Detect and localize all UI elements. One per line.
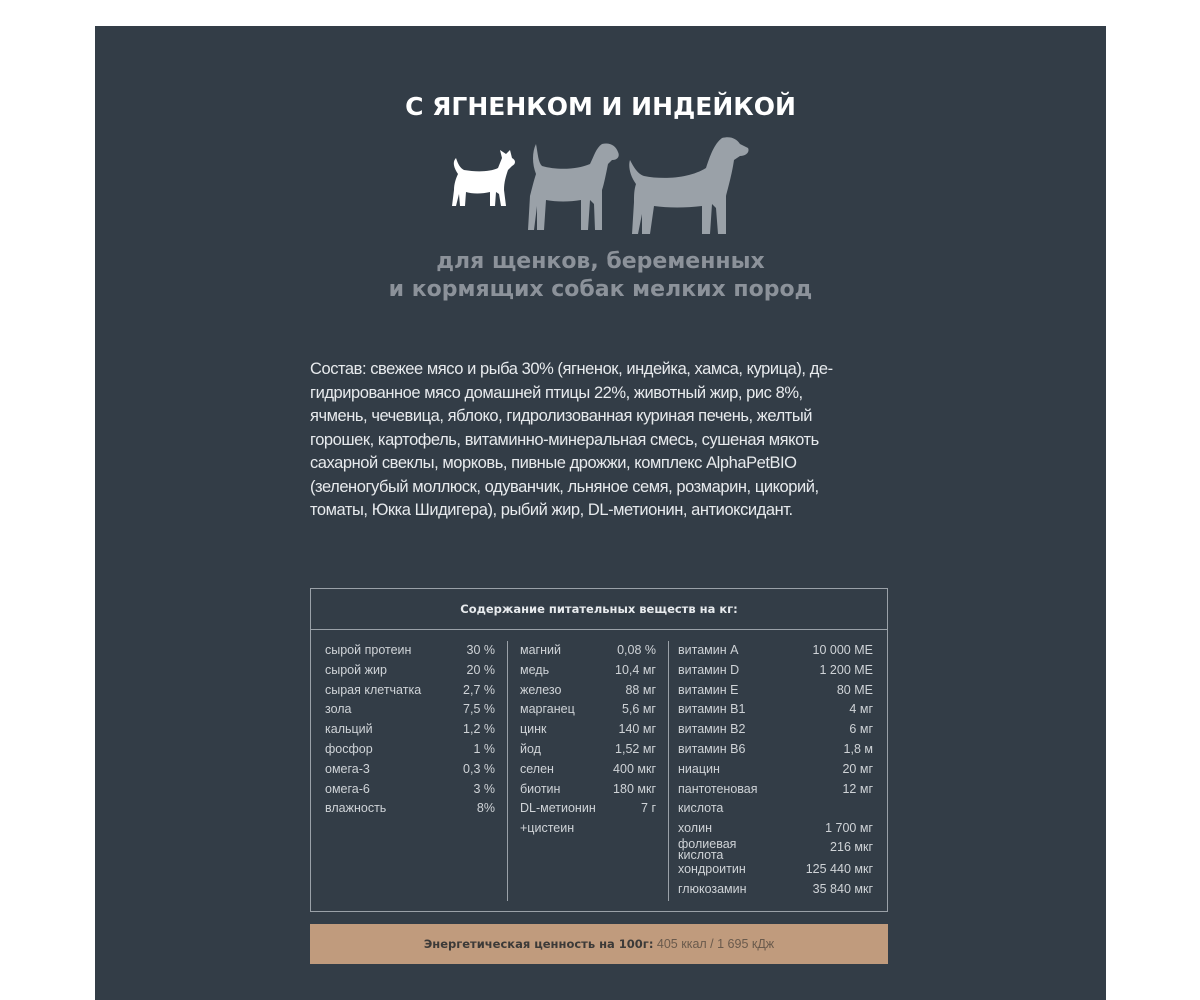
- nutrient-name: омега-6: [325, 781, 370, 796]
- nutrient-row: [520, 799, 656, 838]
- nutrient-name: фолиевая кислота: [678, 837, 737, 863]
- nutrient-name: витамин B6: [678, 741, 746, 756]
- nutrient-name: хондроитин: [678, 862, 746, 877]
- nutrient-name: влажность: [325, 801, 387, 816]
- nutrient-name: селен: [520, 761, 554, 776]
- nutrient-value: 1 700 мг: [825, 820, 873, 835]
- nutrient-value: 0,08 %: [617, 643, 656, 657]
- nutrient-value: 7 г: [641, 801, 656, 816]
- subtitle-line: для щенков, беременных: [436, 249, 765, 274]
- nutrient-row: [325, 740, 495, 760]
- nutrient-row: [678, 661, 873, 681]
- nutrient-row: [678, 880, 873, 900]
- nutrient-row: [325, 681, 495, 701]
- nutrient-name: фосфор: [325, 741, 373, 756]
- large-dog-icon: [629, 137, 748, 234]
- nutrient-value: 1,2 %: [463, 722, 495, 737]
- nutrients-column-minerals: [520, 641, 656, 838]
- nutrients-heading: Содержание питательных веществ на кг:: [311, 589, 887, 630]
- nutrients-table: [310, 588, 888, 912]
- nutrient-row: [520, 641, 656, 661]
- nutrient-name: железо: [520, 682, 562, 697]
- nutrient-value: 5,6 мг: [621, 702, 656, 717]
- nutrient-value: 3 %: [473, 781, 495, 796]
- composition-line: томаты, Юкка Шидигера), рыбий жир, DL-метионин, антиоксидант.: [310, 501, 793, 519]
- composition-text: [310, 358, 890, 523]
- nutrient-value: 6 мг: [849, 722, 873, 737]
- nutrient-value: 1 %: [473, 741, 495, 756]
- nutrient-row: [678, 780, 873, 819]
- nutrient-name: кальций: [325, 722, 373, 737]
- nutrient-name: зола: [325, 702, 352, 717]
- dog-sizes-illustration: [450, 134, 750, 244]
- column-divider: [507, 641, 508, 901]
- nutrient-value: 10 000 МЕ: [812, 643, 873, 657]
- nutrient-name: ниацин: [678, 761, 720, 776]
- nutrient-name: сырая клетчатка: [325, 682, 422, 697]
- nutrient-row: [325, 780, 495, 800]
- composition-line: Состав: свежее мясо и рыба 30% (ягненок, индейка, хамса, курица), де-: [310, 360, 833, 378]
- nutrient-row: [520, 720, 656, 740]
- nutrient-value: 35 840 мкг: [812, 882, 873, 897]
- composition-line: ячмень, чечевица, яблоко, гидролизованная куриная печень, желтый: [310, 407, 813, 425]
- nutrient-row: [520, 780, 656, 800]
- nutrient-value: 4 мг: [849, 702, 873, 717]
- nutrient-name: биотин: [520, 781, 561, 796]
- nutrient-row: [678, 860, 873, 880]
- nutrient-name: медь: [520, 662, 550, 677]
- nutrient-row: [678, 700, 873, 720]
- nutrient-name: омега-3: [325, 761, 370, 776]
- nutrient-value: 140 мг: [618, 722, 656, 737]
- nutrient-row: [520, 661, 656, 681]
- nutrient-name: витамин E: [678, 682, 739, 697]
- nutrient-value: 216 мкг: [830, 840, 873, 855]
- nutrient-row: [325, 760, 495, 780]
- target-audience: [95, 248, 1106, 304]
- nutrient-row: [678, 837, 873, 863]
- nutrient-row: [325, 720, 495, 740]
- nutrient-value: 8%: [476, 801, 495, 816]
- nutrient-row: [325, 661, 495, 681]
- nutrient-name: йод: [520, 741, 541, 756]
- nutrient-value: 7,5 %: [463, 702, 495, 717]
- nutrient-name: цинк: [520, 722, 547, 737]
- nutrient-row: [678, 720, 873, 740]
- product-panel: [95, 26, 1106, 1000]
- nutrient-name: DL-метионин +цистеин: [520, 801, 596, 836]
- subtitle-line: и кормящих собак мелких пород: [388, 277, 813, 302]
- nutrient-name: пантотеновая кислота: [678, 781, 758, 816]
- nutrient-row: [520, 760, 656, 780]
- nutrient-value: 2,7 %: [463, 682, 495, 697]
- nutrient-row: [520, 681, 656, 701]
- nutrient-name: сырой жир: [325, 662, 387, 677]
- nutrient-row: [325, 641, 495, 661]
- nutrient-row: [325, 799, 495, 819]
- nutrient-name: витамин D: [678, 662, 740, 677]
- energy-label: Энергетическая ценность на 100г:: [423, 937, 654, 951]
- nutrient-value: 400 мкг: [613, 761, 656, 776]
- nutrient-name: витамин B1: [678, 702, 746, 717]
- nutrient-value: 30 %: [466, 643, 495, 657]
- composition-line: горошек, картофель, витаминно-минеральная смесь, сушеная мякоть: [310, 430, 819, 449]
- composition-line: сахарной свеклы, морковь, пивные дрожжи, комплекс AlphaPetBIO: [310, 454, 797, 472]
- nutrient-value: 20 мг: [842, 761, 873, 776]
- nutrient-value: 10,4 мг: [615, 662, 656, 677]
- nutrient-value: 1,52 мг: [615, 741, 656, 756]
- nutrient-name: сырой протеин: [325, 643, 412, 657]
- nutrient-row: [678, 740, 873, 760]
- composition-line: гидрированное мясо домашней птицы 22%, животный жир, рис 8%,: [310, 383, 803, 402]
- nutrient-value: 12 мг: [842, 781, 873, 796]
- nutrient-name: марганец: [520, 702, 575, 717]
- nutrient-row: [678, 641, 873, 661]
- product-title: С ЯГНЕНКОМ И ИНДЕЙКОЙ: [405, 92, 796, 121]
- nutrient-row: [678, 681, 873, 701]
- nutrient-name: магний: [520, 643, 561, 657]
- nutrient-row: [325, 700, 495, 720]
- nutrient-row: [678, 819, 873, 839]
- nutrient-value: 1 200 МЕ: [819, 662, 873, 677]
- nutrient-row: [678, 760, 873, 780]
- nutrient-name: витамин A: [678, 643, 739, 657]
- nutrient-name: глюкозамин: [678, 882, 747, 897]
- nutrients-column-vitamins: [678, 641, 873, 900]
- nutrient-name: холин: [678, 820, 712, 835]
- nutrient-name: витамин B2: [678, 722, 746, 737]
- nutrient-value: 125 440 мкг: [805, 862, 873, 877]
- nutrient-value: 88 мг: [625, 682, 656, 697]
- column-divider: [668, 641, 669, 901]
- nutrient-value: 80 МЕ: [836, 682, 873, 697]
- medium-dog-icon: [528, 143, 619, 230]
- nutrient-value: 20 %: [466, 662, 495, 677]
- composition-line: (зеленогубый моллюск, одуванчик, льняное семя, розмарин, цикорий,: [310, 477, 819, 496]
- small-dog-icon: [452, 150, 515, 206]
- energy-value-bar: [310, 924, 888, 964]
- nutrient-row: [520, 740, 656, 760]
- nutrients-column-basic: [325, 641, 495, 819]
- nutrient-value: 1,8 м: [843, 741, 873, 756]
- nutrient-row: [520, 700, 656, 720]
- nutrient-value: 180 мкг: [613, 781, 656, 796]
- nutrient-value: 0,3 %: [463, 761, 495, 776]
- energy-value: 405 ккал / 1 695 кДж: [656, 937, 775, 951]
